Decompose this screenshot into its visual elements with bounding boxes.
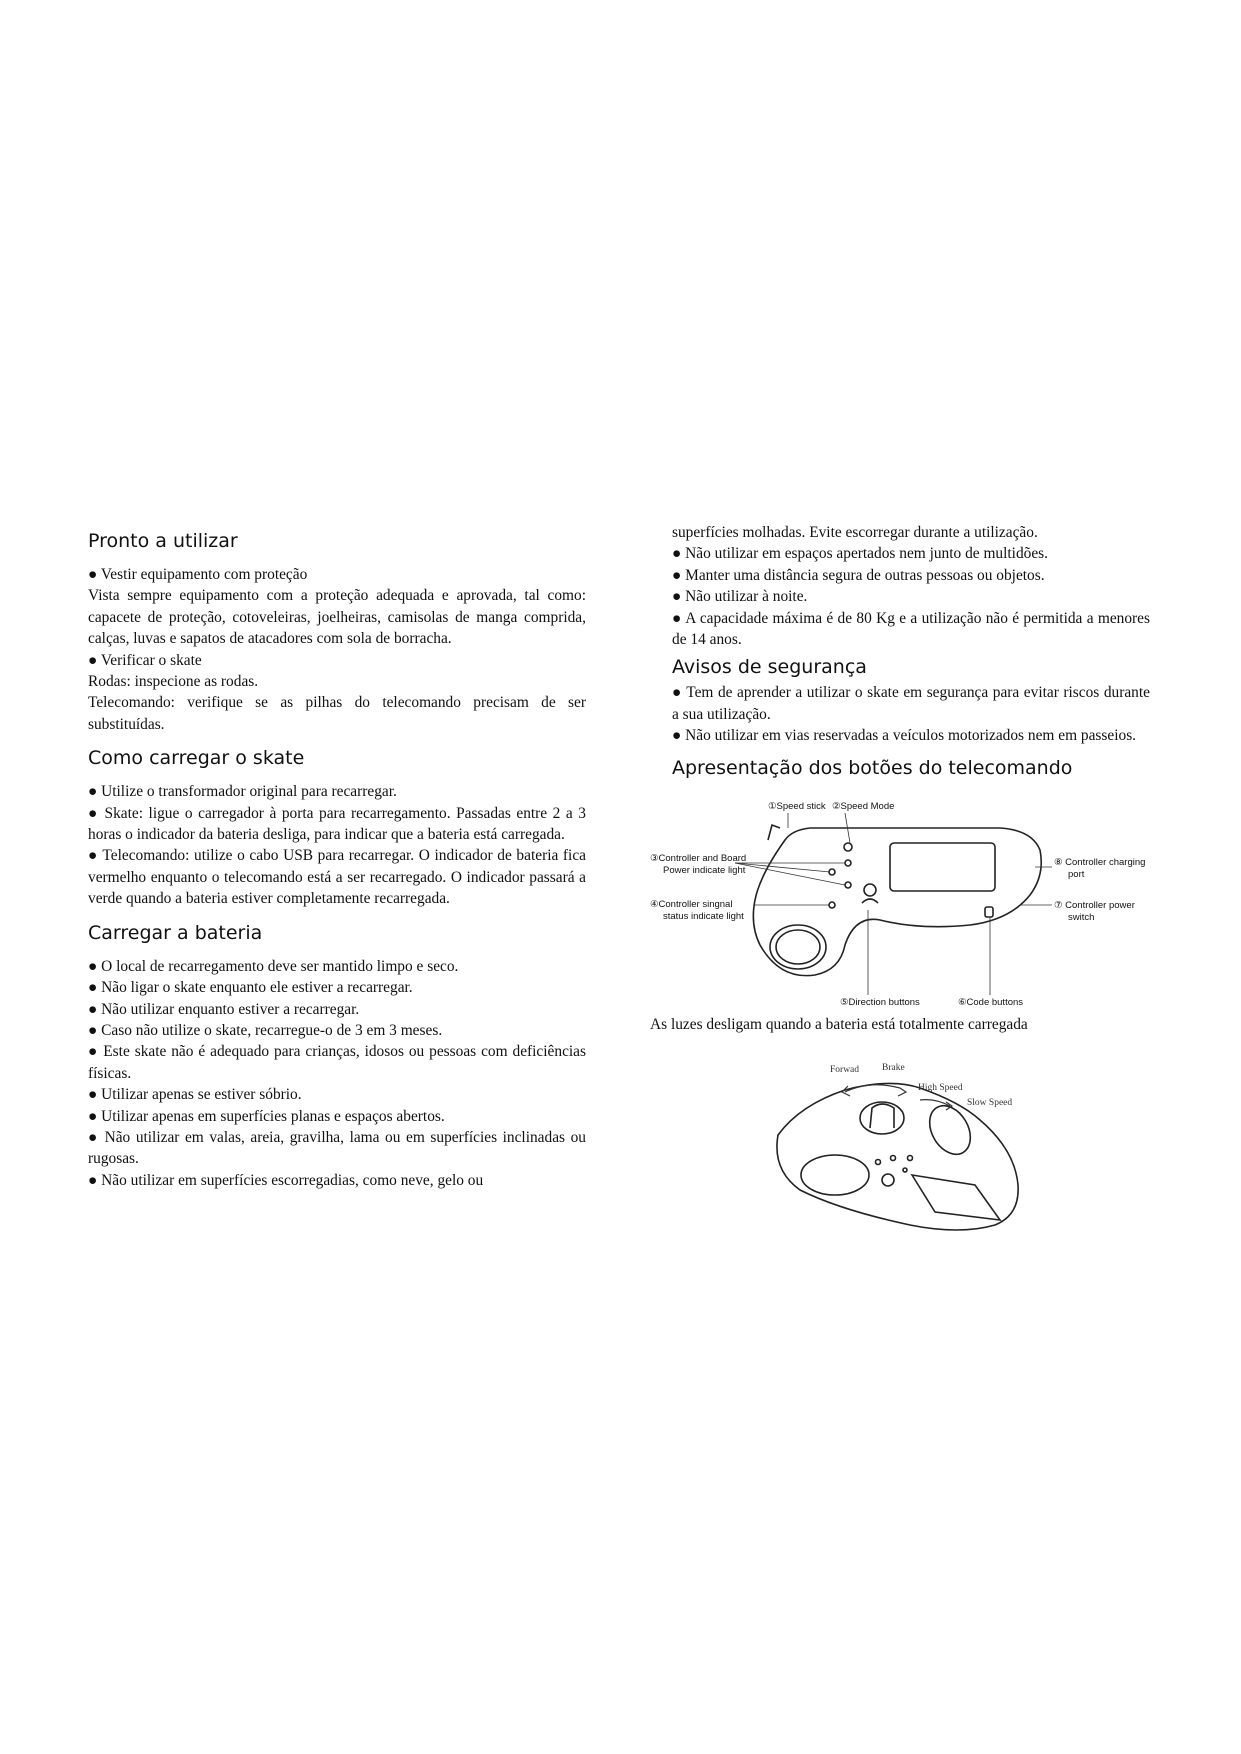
label-power-switch-1: ⑦ Controller power <box>1054 900 1135 911</box>
figure-caption: As luzes desligam quando a bateria está totalmente carregada <box>650 1016 1028 1033</box>
text-line: Rodas: inspecione as rodas. <box>88 673 259 691</box>
section-heading: Pronto a utilizar <box>88 530 238 552</box>
text-line: ● Utilizar apenas em superfícies planas e espaços abertos. <box>88 1107 445 1125</box>
text-line: ● Caso não utilize o skate, recarregue-o de 3 em 3 meses. <box>88 1021 443 1039</box>
label-speed-stick: ①Speed stick <box>768 801 826 812</box>
text-line: ● Utilize o transformador original para recarregar. <box>88 783 397 801</box>
label-high-speed: High Speed <box>918 1083 963 1093</box>
text-line: ● Este skate não é adequado para crianças, idosos ou pessoas com deficiências físicas. <box>88 1043 586 1082</box>
text-line: ● Skate: ligue o carregador à porta para recarregamento. Passadas entre 2 a 3 horas o indicador da bateria desliga, para indicar que a bateria está carregada. <box>88 804 586 844</box>
text-line: ● Não utilizar em espaços apertados nem junto de multidões. <box>672 545 1049 563</box>
remote-control-perspective <box>760 1050 1060 1250</box>
text-line: ● A capacidade máxima é de 80 Kg e a utilização não é permitida a menores de 14 anos. <box>672 609 1150 649</box>
text-line: ● Não utilizar em vias reservadas a veículos motorizados nem em passeios. <box>672 727 1137 745</box>
section-heading: Apresentação dos botões do telecomando <box>672 756 1073 779</box>
label-brake: Brake <box>882 1063 905 1073</box>
text-line: ● Telecomando: utilize o cabo USB para recarregar. O indicador de bateria fica vermelho enquanto o telecomando está a ser recarregado. O indicador passará a verde quando a bateria estiver completamente recarregada. <box>88 847 586 908</box>
text-line: superfícies molhadas. Evite escorregar durante a utilização. <box>672 524 1038 541</box>
label-code-buttons: ⑥Code buttons <box>958 997 1024 1008</box>
text-line: ● Verificar o skate <box>88 651 202 669</box>
text-line: ● Não utilizar à noite. <box>672 588 808 606</box>
text-line: ● Não utilizar em valas, areia, gravilha, lama ou em superfícies inclinadas ou rugosas. <box>88 1128 586 1168</box>
label-speed-mode: ②Speed Mode <box>832 801 895 812</box>
label-power-switch-2: switch <box>1068 912 1095 923</box>
remote-control-diagram <box>640 795 1160 1015</box>
text-line: ● Manter uma distância segura de outras pessoas ou objetos. <box>672 566 1045 584</box>
label-slow-speed: Slow Speed <box>967 1098 1013 1108</box>
text-line: ● Não ligar o skate enquanto ele estiver a recarregar. <box>88 979 413 997</box>
text-line: Vista sempre equipamento com a proteção adequada e aprovada, tal como: capacete de proteção, cotoveleiras, joelheiras, camisolas de manga comprida, calças, luvas e sapatos de atacadores com sola de borracha. <box>88 587 586 648</box>
text-line: ● Utilizar apenas se estiver sóbrio. <box>88 1086 302 1104</box>
section-heading: Como carregar o skate <box>88 747 305 770</box>
label-charging-port-2: port <box>1068 869 1085 880</box>
text-line: ● Tem de aprender a utilizar o skate em segurança para evitar riscos durante a sua utilização. <box>672 684 1150 723</box>
label-charging-port-1: ⑧ Controller charging <box>1054 857 1146 868</box>
label-board-power-2: Power indicate light <box>663 865 746 876</box>
label-direction-buttons: ⑤Direction buttons <box>840 997 920 1008</box>
left-column <box>88 528 586 1191</box>
label-forward: Forwad <box>830 1065 860 1075</box>
right-column <box>672 522 1150 783</box>
text-line: ● O local de recarregamento deve ser mantido limpo e seco. <box>88 957 459 975</box>
text-line: Telecomando: verifique se as pilhas do telecomando precisam de ser substituídas. <box>88 694 586 733</box>
label-signal-1: ④Controller singnal <box>650 899 733 910</box>
section-heading: Carregar a bateria <box>88 921 263 944</box>
text-line: ● Não utilizar enquanto estiver a recarregar. <box>88 1000 360 1018</box>
text-line: ● Não utilizar em superfícies escorregadias, como neve, gelo ou <box>88 1171 484 1189</box>
label-signal-2: status indicate light <box>663 911 744 922</box>
section-heading: Avisos de segurança <box>672 656 867 679</box>
label-board-power-1: ③Controller and Board <box>650 853 747 864</box>
text-line: ● Vestir equipamento com proteção <box>88 566 308 583</box>
